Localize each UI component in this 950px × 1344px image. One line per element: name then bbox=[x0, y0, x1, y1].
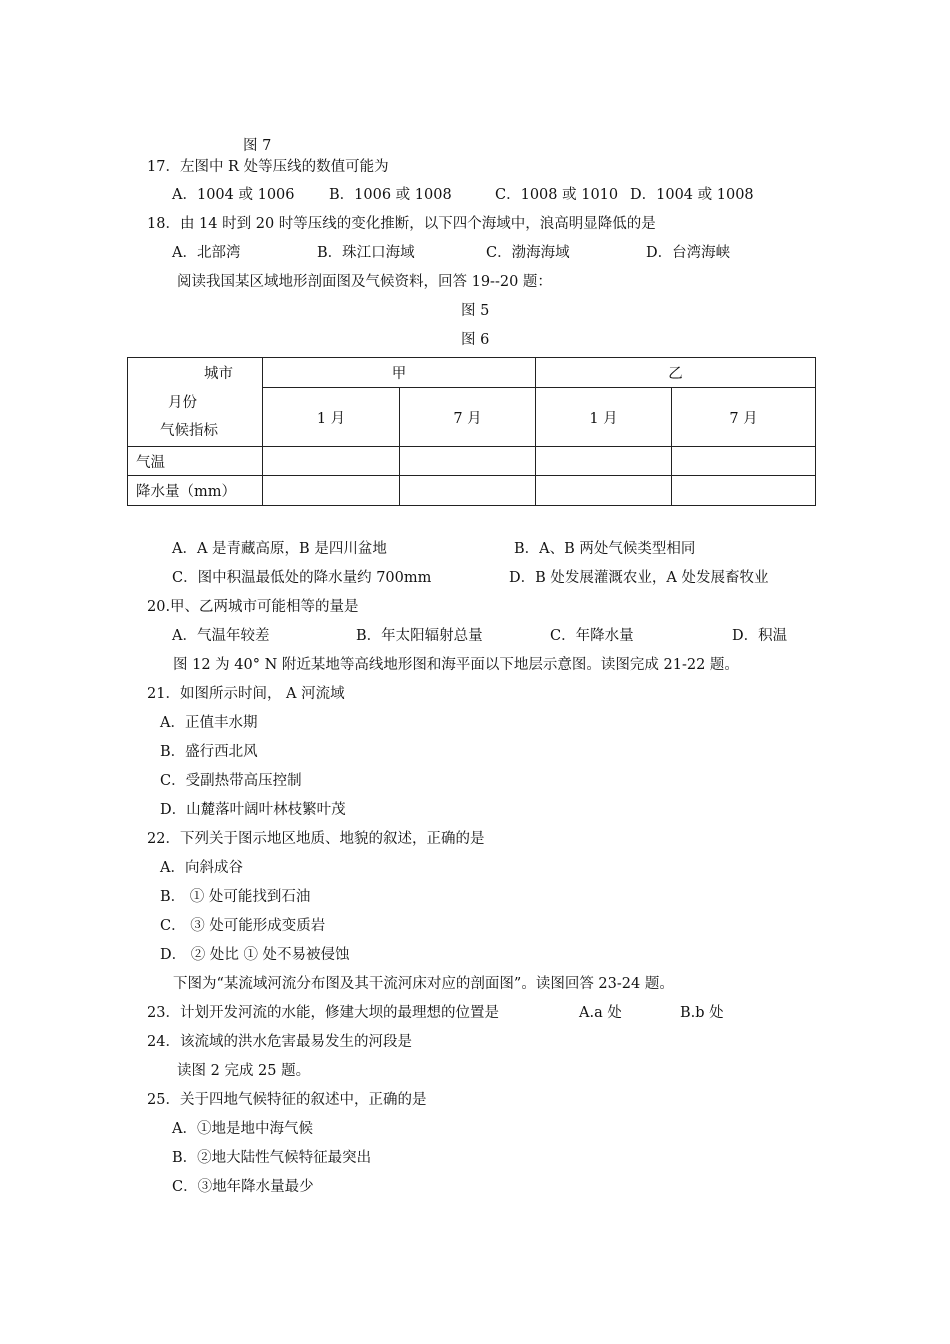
month-header-a-jul: 7 月 bbox=[400, 388, 536, 447]
table-cell bbox=[536, 476, 672, 506]
q22-option-c: C． ③ 处可能形成变质岩 bbox=[160, 918, 326, 934]
month-header-b-jan: 1 月 bbox=[536, 388, 672, 447]
intro-21-22: 图 12 为 40° N 附近某地等高线地形图和海平面以下地层示意图。读图完成 21-22 题。 bbox=[173, 657, 739, 673]
q21-option-b: B．盛行西北风 bbox=[160, 744, 258, 760]
climate-data-table bbox=[127, 357, 816, 506]
q20-option-d: D．积温 bbox=[732, 628, 788, 644]
q23-option-b: B.b 处 bbox=[680, 1005, 724, 1021]
q25-option-b: B．②地大陆性气候特征最突出 bbox=[172, 1150, 372, 1166]
question-22-stem: 22．下列关于图示地区地质、地貌的叙述，正确的是 bbox=[147, 831, 485, 847]
table-corner-header bbox=[128, 358, 263, 447]
city-b-header: 乙 bbox=[536, 358, 816, 388]
q19-option-c: C．图中积温最低处的降水量约 700mm bbox=[172, 570, 432, 586]
q20-option-b: B．年太阳辐射总量 bbox=[356, 628, 483, 644]
q19-option-b: B．A、B 两处气候类型相同 bbox=[514, 541, 696, 557]
q18-option-d: D．台湾海峡 bbox=[646, 245, 731, 261]
q21-option-a: A．正值丰水期 bbox=[160, 715, 258, 731]
question-25-stem: 25．关于四地气候特征的叙述中，正确的是 bbox=[147, 1092, 427, 1108]
q17-option-c: C．1008 或 1010 bbox=[495, 187, 619, 203]
table-cell bbox=[400, 476, 536, 506]
question-21-stem: 21．如图所示时间， A 河流域 bbox=[147, 686, 345, 702]
q25-option-c: C．③地年降水量最少 bbox=[172, 1179, 314, 1195]
q19-option-d: D．B 处发展灌溉农业，A 处发展畜牧业 bbox=[509, 570, 769, 586]
q17-option-a: A．1004 或 1006 bbox=[172, 187, 295, 203]
q21-option-c: C．受副热带高压控制 bbox=[160, 773, 302, 789]
city-a-header: 甲 bbox=[263, 358, 536, 388]
q18-option-c: C．渤海海域 bbox=[486, 245, 570, 261]
figure-5-caption: 图 5 bbox=[461, 303, 490, 319]
q22-option-b: B． ① 处可能找到石油 bbox=[160, 889, 311, 905]
table-cell bbox=[672, 476, 816, 506]
table-cell bbox=[263, 476, 400, 506]
q18-option-a: A．北部湾 bbox=[172, 245, 241, 261]
month-header-a-jan: 1 月 bbox=[263, 388, 400, 447]
row-label-precipitation: 降水量（mm） bbox=[128, 476, 263, 506]
question-23-stem: 23．计划开发河流的水能，修建大坝的最理想的位置是 bbox=[147, 1005, 499, 1021]
intro-19-20: 阅读我国某区域地形剖面图及气候资料，回答 19--20 题： bbox=[177, 274, 552, 290]
question-18-stem: 18．由 14 时到 20 时等压线的变化推断，以下四个海域中，浪高明显降低的是 bbox=[147, 216, 656, 232]
corner-index-label: 气候指标 bbox=[160, 423, 218, 439]
question-24-stem: 24．该流域的洪水危害最易发生的河段是 bbox=[147, 1034, 412, 1050]
q19-option-a: A．A 是青藏高原，B 是四川盆地 bbox=[172, 541, 387, 557]
row-label-temperature: 气温 bbox=[128, 447, 263, 476]
figure-7-caption: 图 7 bbox=[243, 138, 272, 154]
table-cell bbox=[536, 447, 672, 476]
q23-option-a: A.a 处 bbox=[579, 1005, 622, 1021]
intro-23-24: 下图为“某流域河流分布图及其干流河床对应的剖面图”。读图回答 23-24 题。 bbox=[173, 976, 674, 992]
figure-6-caption: 图 6 bbox=[461, 332, 490, 348]
q20-option-a: A．气温年较差 bbox=[172, 628, 270, 644]
month-header-b-jul: 7 月 bbox=[672, 388, 816, 447]
corner-month-label: 月份 bbox=[168, 395, 197, 411]
q22-option-d: D． ② 处比 ① 处不易被侵蚀 bbox=[160, 947, 350, 963]
q20-option-c: C．年降水量 bbox=[550, 628, 634, 644]
q21-option-d: D．山麓落叶阔叶林枝繁叶茂 bbox=[160, 802, 346, 818]
q17-option-b: B．1006 或 1008 bbox=[329, 187, 452, 203]
intro-25: 读图 2 完成 25 题。 bbox=[177, 1063, 311, 1079]
q18-option-b: B．珠江口海域 bbox=[317, 245, 415, 261]
table-cell bbox=[263, 447, 400, 476]
table-cell bbox=[400, 447, 536, 476]
table-cell bbox=[672, 447, 816, 476]
q22-option-a: A．向斜成谷 bbox=[160, 860, 243, 876]
q25-option-a: A．①地是地中海气候 bbox=[172, 1121, 313, 1137]
question-17-stem: 17．左图中 R 处等压线的数值可能为 bbox=[147, 159, 389, 175]
corner-city-label: 城市 bbox=[204, 366, 233, 382]
q17-option-d: D．1004 或 1008 bbox=[630, 187, 754, 203]
question-20-stem: 20.甲、乙两城市可能相等的量是 bbox=[147, 599, 359, 615]
